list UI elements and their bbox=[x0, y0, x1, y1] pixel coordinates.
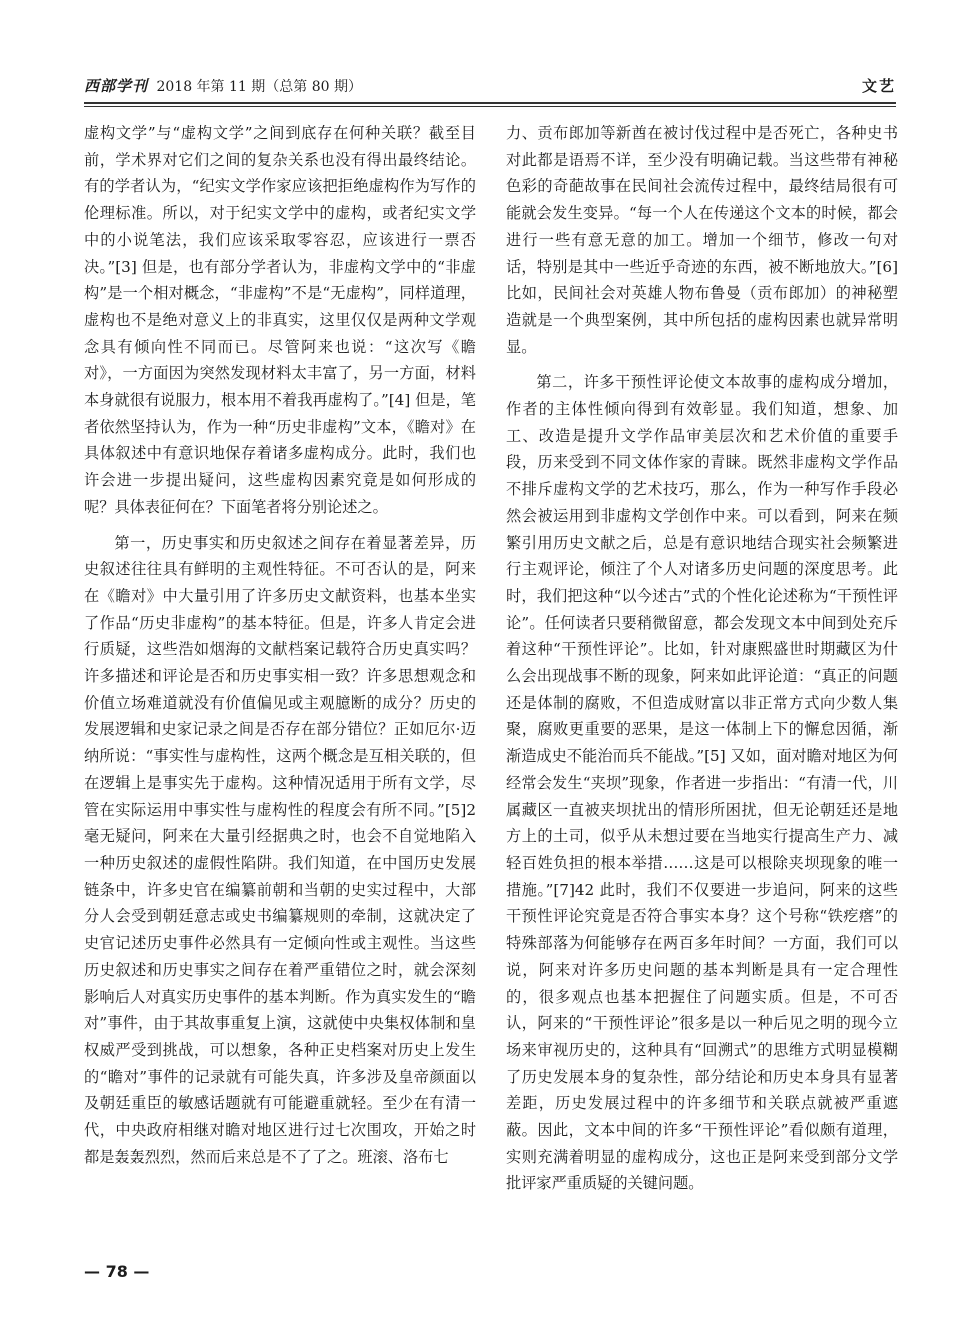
header-rule bbox=[84, 102, 896, 104]
right-paragraph-1: 力、贡布郎加等新酋在被讨伐过程中是否死亡，各种史书对此都是语焉不详，至少没有明确记载。当这些带有神秘色彩的奇葩故事在民间社会流传过程中，最终结局很有可能就会发生变异。“每一个人在传递这个文本的时候，都会进行一些有意无意的加工。增加一个细节，修改一句对话，特别是其中一些近乎奇迹的东西，被不断地放大。”[6] 比如，民间社会对英雄人物布鲁曼（贡布郎加）的神秘塑造就是一个典型案例，其中所包括的虚构因素也就异常明显。 bbox=[506, 124, 898, 356]
issue-info: 2018 年第 11 期（总第 80 期） bbox=[156, 79, 362, 95]
journal-name: 西部学刊 bbox=[84, 77, 149, 95]
left-column bbox=[84, 120, 476, 1170]
header-rule-thin bbox=[84, 106, 896, 107]
right-column bbox=[506, 120, 898, 1197]
page-number: — 78 — bbox=[84, 1262, 150, 1281]
right-paragraph-2: 第二，许多干预性评论使文本故事的虚构成分增加，作者的主体性倾向得到有效彰显。我们知道，想象、加工、改造是提升文学作品审美层次和艺术价值的重要手段，历来受到不同文体作家的青睐。既然非虚构文学作品不排斥虚构文学的艺术技巧，那么，作为一种写作手段必然会被运用到非虚构文学创作中来。可以看到，阿来在频繁引用历史文献之后，总是有意识地结合现实社会频繁进行主观评论，倾注了个人对诸多历史问题的深度思考。此时，我们把这种“以今述古”式的个性化论述称为“干预性评论”。任何读者只要稍微留意，都会发现文本中间到处充斥着这种“干预性评论”。比如，针对康熙盛世时期藏区为什么会出现战事不断的现象，阿来如此评论道：“真正的问题还是体制的腐败，不但造成财富以非正常方式向少数人集聚，腐败更重要的恶果，是这一体制上下的懈怠因循，渐渐造成史不能治而兵不能战。”[5] 又如，面对瞻对地区为何经常会发生“夹坝”现象，作者进一步指出：“有清一代，川属藏区一直被夹坝扰出的情形所困扰，但无论朝廷还是地方上的土司，似乎从未想过要在当地实行提高生产力、减轻百姓负担的根本举措……这是可以根除夹坝现象的唯一措施。”[7]42 此时，我们不仅要进一步追问，阿来的这些干预性评论究竟是否符合事实本身？这个号称“铁疙瘩”的特殊部落为何能够存在两百多年时间？一方面，我们可以说，阿来对许多历史问题的基本判断是具有一定合理性的，很多观点也基本把握住了问题实质。但是，不可否认，阿来的“干预性评论”很多是以一种后见之明的现今立场来审视历史的，这种具有“回溯式”的思维方式明显模糊了历史发展本身的复杂性，部分结论和历史本身具有显著差距，历史发展过程中的许多细节和关联点就被严重遮蔽。因此，文本中间的许多“干预性评论”看似颇有道理，实则充满着明显的虚构成分，这也正是阿来受到部分文学批评家严重质疑的关键问题。 bbox=[506, 373, 898, 1193]
left-paragraph-2: 第一，历史事实和历史叙述之间存在着显著差异，历史叙述往往具有鲜明的主观性特征。不可否认的是，阿来在《瞻对》中大量引用了许多历史文献资料，也基本坐实了作品“历史非虚构”的基本特征。但是，许多人肯定会进行质疑，这些浩如烟海的文献档案记载符合历史真实吗？许多描述和评论是否和历史事实相一致？许多思想观念和价值立场难道就没有价值偏见或主观臆断的成分？历史的发展逻辑和史家记录之间是否存在部分错位？正如厄尔·迈纳所说：“事实性与虚构性，这两个概念是互相关联的，但在逻辑上是事实先于虚构。这种情况适用于所有文学，尽管在实际运用中事实性与虚构性的程度会有所不同。”[5]2 毫无疑问，阿来在大量引经据典之时，也会不自觉地陷入一种历史叙述的虚假性陷阱。我们知道，在中国历史发展链条中，许多史官在编纂前朝和当朝的史实过程中，大部分人会受到朝廷意志或史书编纂规则的牵制，这就决定了史官记述历史事件必然具有一定倾向性或主观性。当这些历史叙述和历史事实之间存在着严重错位之时，就会深刻影响后人对真实历史事件的基本判断。作为真实发生的“瞻对”事件，由于其故事重复上演，这就使中央集权体制和皇权威严受到挑战，可以想象，各种正史档案对历史上发生的“瞻对”事件的记录就有可能失真，许多涉及皇帝颜面以及朝廷重臣的敏感话题就有可能避重就轻。至少在有清一代，中央政府相继对瞻对地区进行过七次围攻，开始之时都是轰轰烈烈，然而后来总是不了了之。班滚、洛布七 bbox=[84, 533, 476, 1166]
running-header bbox=[84, 74, 896, 100]
left-paragraph-1: 虚构文学”与“虚构文学”之间到底存在何种关联？截至目前，学术界对它们之间的复杂关系也没有得出最终结论。有的学者认为，“纪实文学作家应该把拒绝虚构作为写作的伦理标准。所以，对于纪实文学中的虚构，或者纪实文学中的小说笔法，我们应该采取零容忍，应该进行一票否决。”[3] 但是，也有部分学者认为，非虚构文学中的“非虚构”是一个相对概念，“非虚构”不是“无虚构”，同样道理，虚构也不是绝对意义上的非真实，这里仅仅是两种文学观念具有倾向性不同而已。尽管阿来也说：“这次写《瞻对》，一方面因为突然发现材料太丰富了，另一方面，材料本身就很有说服力，根本用不着我再虚构了。”[4] 但是，笔者依然坚持认为，作为一种“历史非虚构”文本，《瞻对》在具体叙述中有意识地保存着诸多虚构成分。此时，我们也许会进一步提出疑问，这些虚构因素究竟是如何形成的呢？具体表征何在？下面笔者将分别论述之。 bbox=[84, 124, 476, 516]
header-journal-info bbox=[84, 75, 362, 96]
section-label: 文艺 bbox=[861, 77, 896, 95]
